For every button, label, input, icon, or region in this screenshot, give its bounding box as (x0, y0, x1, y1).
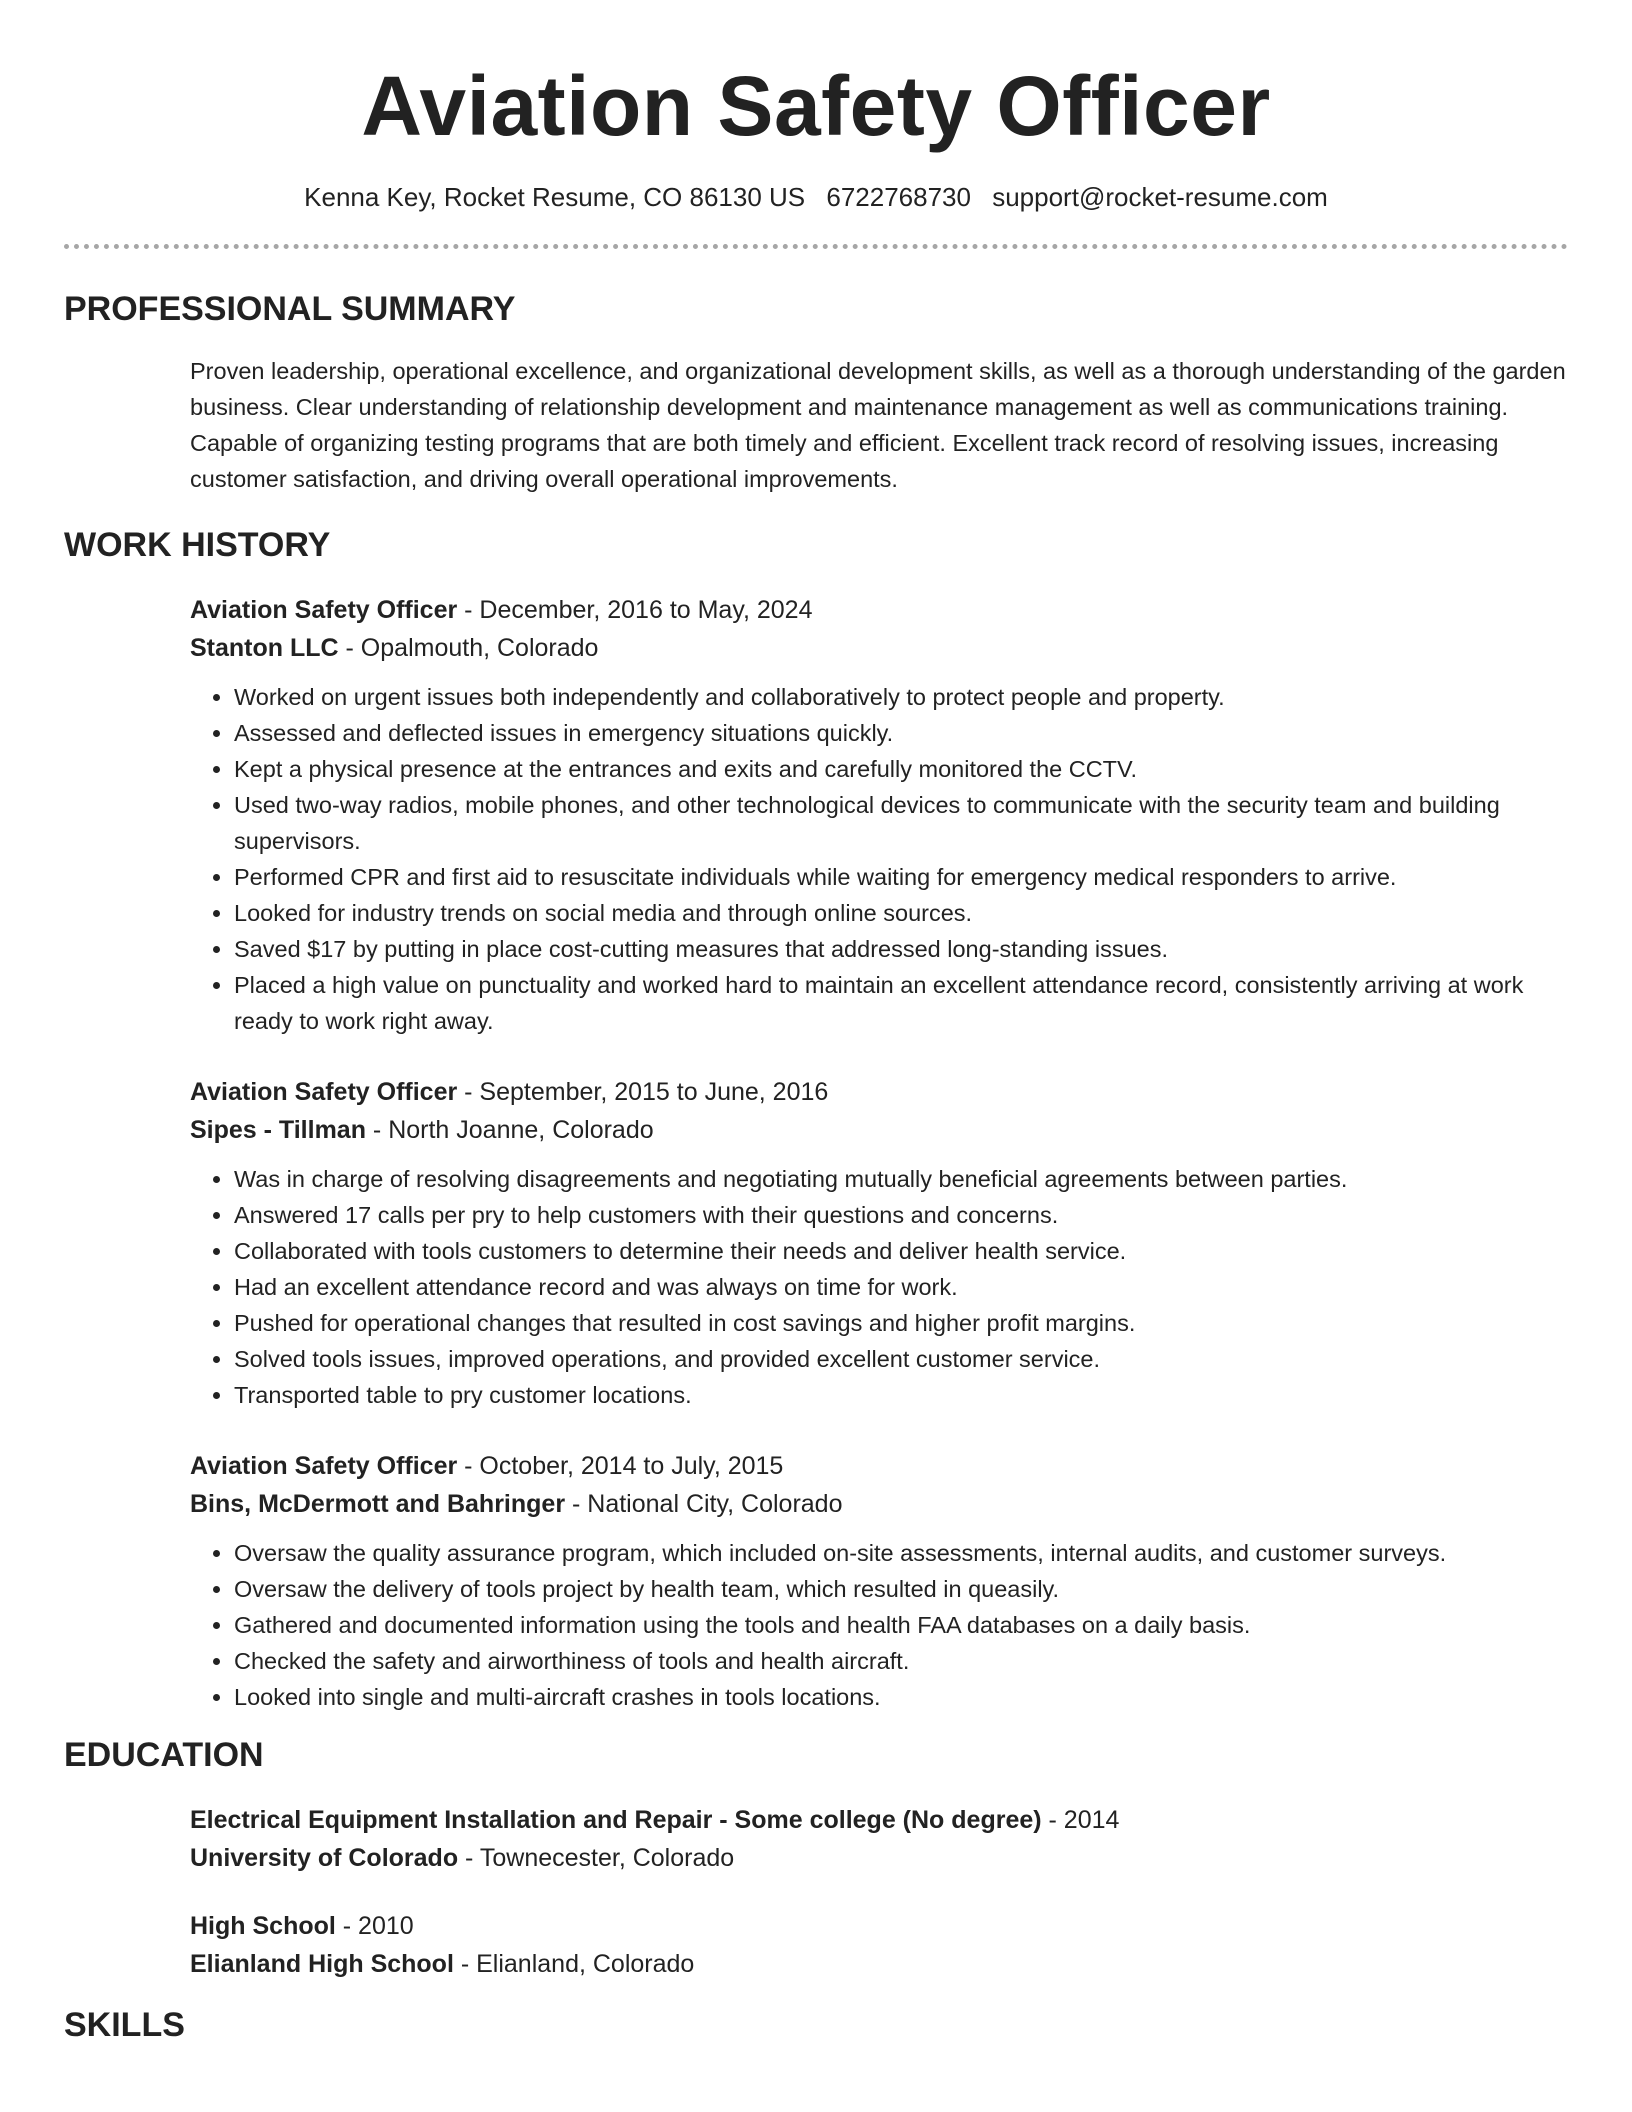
job-dates: - October, 2014 to July, 2015 (457, 1452, 784, 1480)
job-title: Aviation Safety Officer (190, 1078, 458, 1106)
resume-page (64, 0, 1568, 2045)
list-item: • Saved $17 by putting in place cost-cutting measures that addressed long-standing issues. (234, 931, 1568, 967)
education-school-line (190, 1839, 1568, 1877)
education-degree-line (190, 1907, 1568, 1945)
skills-heading: SKILLS (64, 2006, 185, 2044)
education-year: - 2010 (335, 1912, 414, 1940)
job-bullet-list (190, 1161, 1568, 1413)
list-item: • Used two-way radios, mobile phones, and other technological devices to communicate with the security team and building supervisors. (234, 787, 1568, 859)
work-history-heading: WORK HISTORY (64, 526, 331, 564)
education-school: Elianland High School (190, 1950, 454, 1978)
education-entry (190, 1801, 1568, 1877)
list-item: • Oversaw the delivery of tools project by health team, which resulted in queasily. (234, 1571, 1568, 1607)
summary-text: Proven leadership, operational excellence, and organizational development skills, as well as a thorough understanding of the garden business. Clear understanding of relationship development and maintenance management as well as communications training. Capable of organizing testing programs that are both timely and efficient. Excellent track record of resolving issues, increasing customer satisfaction, and driving overall operational improvements. (190, 358, 1566, 492)
job-title-line (190, 1447, 1568, 1485)
job-location: - Opalmouth, Colorado (338, 634, 599, 662)
contact-email: support@rocket-resume.com (992, 182, 1328, 212)
job-title: Aviation Safety Officer (190, 1452, 458, 1480)
job-entry (190, 1447, 1568, 1715)
list-item: • Assessed and deflected issues in emergency situations quickly. (234, 715, 1568, 751)
job-company: Stanton LLC (190, 634, 339, 662)
header-divider (64, 244, 1568, 249)
list-item: • Gathered and documented information using the tools and health FAA databases on a daily basis. (234, 1607, 1568, 1643)
summary-heading: PROFESSIONAL SUMMARY (64, 290, 516, 328)
job-company: Sipes - Tillman (190, 1116, 366, 1144)
job-bullet-list (190, 679, 1568, 1039)
list-item: • Was in charge of resolving disagreements and negotiating mutually beneficial agreements between parties. (234, 1161, 1568, 1197)
education-degree: Electrical Equipment Installation and Repair - Some college (No degree) (190, 1806, 1042, 1834)
list-item: • Looked into single and multi-aircraft crashes in tools locations. (234, 1679, 1568, 1715)
education-degree: High School (190, 1912, 336, 1940)
education-heading: EDUCATION (64, 1736, 264, 1774)
job-title: Aviation Safety Officer (190, 596, 458, 624)
summary-section (64, 289, 1568, 497)
job-location: - National City, Colorado (565, 1490, 843, 1518)
list-item: • Oversaw the quality assurance program, which included on-site assessments, internal audits, and customer surveys. (234, 1535, 1568, 1571)
list-item: • Performed CPR and first aid to resuscitate individuals while waiting for emergency medical responders to arrive. (234, 859, 1568, 895)
job-company: Bins, McDermott and Bahringer (190, 1490, 566, 1518)
education-location: - Elianland, Colorado (453, 1950, 695, 1978)
list-item: • Kept a physical presence at the entrances and exits and carefully monitored the CCTV. (234, 751, 1568, 787)
job-entry (190, 1073, 1568, 1413)
work-history-section (64, 525, 1568, 1715)
resume-title: Aviation Safety Officer (361, 59, 1271, 153)
skills-section (64, 2005, 1568, 2045)
list-item: • Worked on urgent issues both independently and collaboratively to protect people and property. (234, 679, 1568, 715)
list-item: • Looked for industry trends on social media and through online sources. (234, 895, 1568, 931)
job-dates: - December, 2016 to May, 2024 (457, 596, 813, 624)
job-title-line (190, 591, 1568, 629)
education-degree-line (190, 1801, 1568, 1839)
job-entry (190, 591, 1568, 1039)
education-section (64, 1735, 1568, 1983)
list-item: • Solved tools issues, improved operations, and provided excellent customer service. (234, 1341, 1568, 1377)
job-location: - North Joanne, Colorado (365, 1116, 654, 1144)
list-item: • Checked the safety and airworthiness of tools and health aircraft. (234, 1643, 1568, 1679)
job-bullet-list (190, 1535, 1568, 1715)
education-entry (190, 1907, 1568, 1983)
education-school: University of Colorado (190, 1844, 459, 1872)
contact-address: Kenna Key, Rocket Resume, CO 86130 US (304, 182, 806, 212)
contact-line (64, 180, 1568, 214)
list-item: • Collaborated with tools customers to determine their needs and deliver health service. (234, 1233, 1568, 1269)
job-dates: - September, 2015 to June, 2016 (457, 1078, 829, 1106)
list-item: • Pushed for operational changes that resulted in cost savings and higher profit margins. (234, 1305, 1568, 1341)
contact-phone: 6722768730 (826, 182, 971, 212)
job-company-line (190, 1485, 1568, 1523)
list-item: • Answered 17 calls per pry to help customers with their questions and concerns. (234, 1197, 1568, 1233)
education-school-line (190, 1945, 1568, 1983)
job-company-line (190, 629, 1568, 667)
job-title-line (190, 1073, 1568, 1111)
list-item: • Placed a high value on punctuality and worked hard to maintain an excellent attendance record, consistently arriving at work ready to work right away. (234, 967, 1568, 1039)
list-item: • Transported table to pry customer locations. (234, 1377, 1568, 1413)
list-item: • Had an excellent attendance record and was always on time for work. (234, 1269, 1568, 1305)
education-year: - 2014 (1041, 1806, 1120, 1834)
education-location: - Townecester, Colorado (458, 1844, 735, 1872)
job-company-line (190, 1111, 1568, 1149)
